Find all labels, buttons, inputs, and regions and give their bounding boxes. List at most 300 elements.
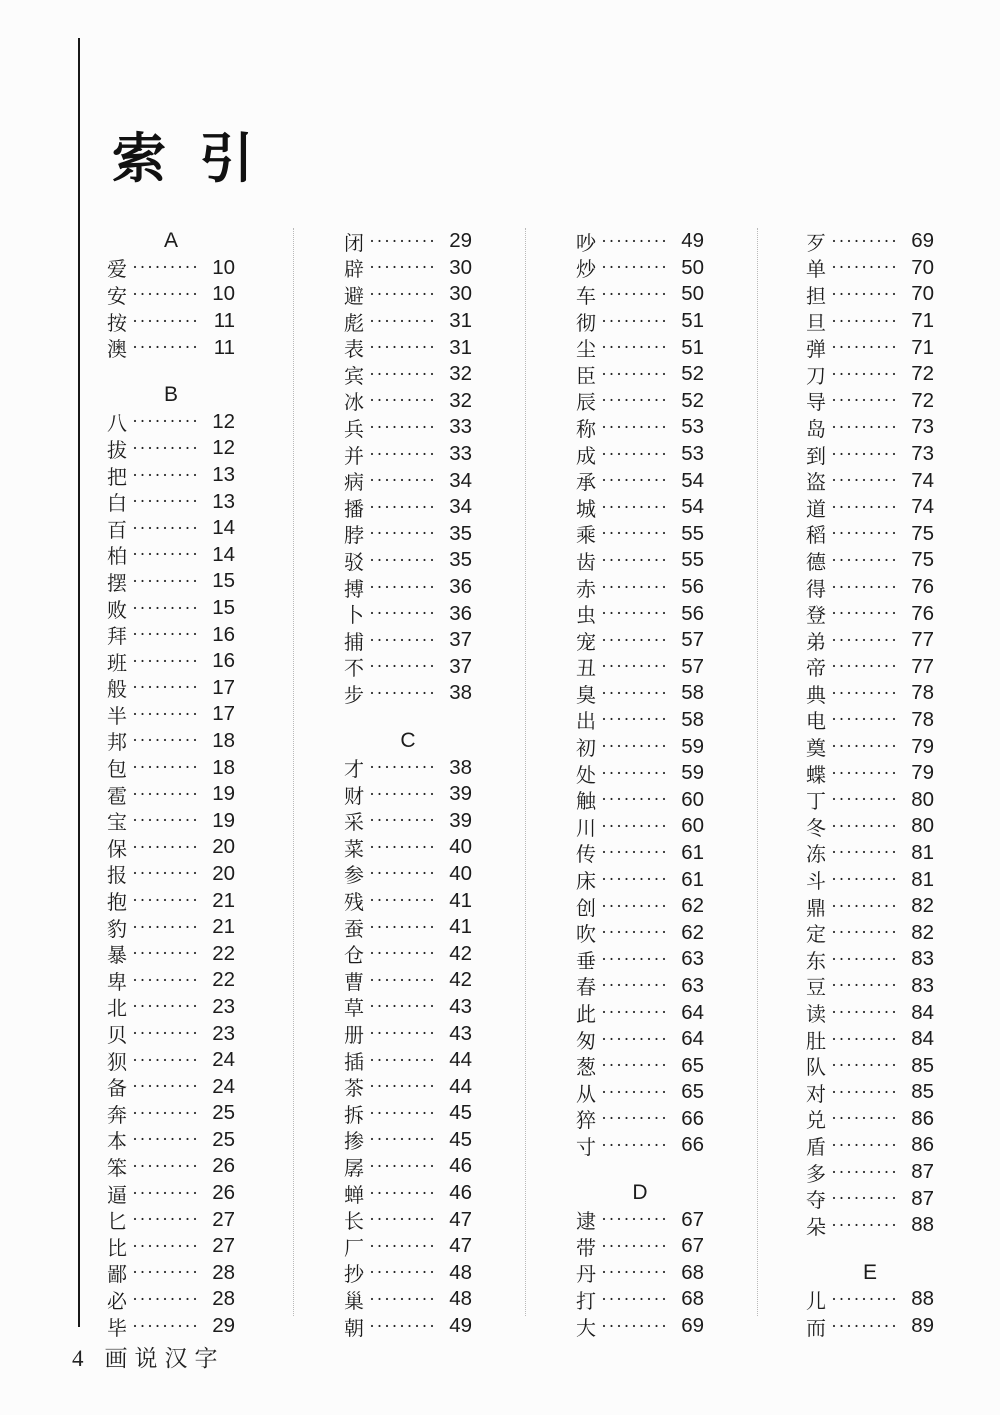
entry-character: 蝉 xyxy=(344,1184,364,1207)
entry-page-number: 29 xyxy=(449,229,472,253)
entry-character: 蚕 xyxy=(344,918,364,941)
dot-leader: ········· xyxy=(831,1188,899,1209)
dot-leader: ········· xyxy=(601,1288,669,1309)
entry-character: 病 xyxy=(344,472,364,495)
index-entry xyxy=(806,574,934,601)
entry-character: 朵 xyxy=(806,1216,826,1239)
entry-page-number: 57 xyxy=(681,654,704,678)
index-entry xyxy=(806,893,934,920)
entry-character: 爱 xyxy=(107,259,127,282)
dot-leader: ········· xyxy=(601,257,669,278)
dot-leader: ········· xyxy=(369,682,437,703)
dot-leader: ········· xyxy=(132,624,200,645)
entry-character: 财 xyxy=(344,785,364,808)
entry-page-number: 35 xyxy=(449,548,472,572)
entry-character: 大 xyxy=(576,1317,596,1340)
index-entry xyxy=(576,1313,704,1340)
entry-character: 兵 xyxy=(344,418,364,441)
entry-page-number: 64 xyxy=(681,1027,704,1051)
entry-character: 包 xyxy=(107,759,127,782)
index-entry xyxy=(107,967,235,994)
dot-leader: ········· xyxy=(601,1108,669,1129)
dot-leader: ········· xyxy=(132,836,200,857)
entry-page-number: 53 xyxy=(681,442,704,466)
dot-leader: ········· xyxy=(831,762,899,783)
dot-leader: ········· xyxy=(132,703,200,724)
entry-character: 鄙 xyxy=(107,1264,127,1287)
dot-leader: ········· xyxy=(601,1055,669,1076)
entry-page-number: 20 xyxy=(212,835,235,859)
entry-character: 道 xyxy=(806,498,826,521)
dot-leader: ········· xyxy=(601,283,669,304)
section-letter-E: E xyxy=(862,1260,877,1284)
entry-page-number: 72 xyxy=(911,362,934,386)
entry-character: 冬 xyxy=(806,817,826,840)
entry-page-number: 40 xyxy=(449,835,472,859)
entry-page-number: 11 xyxy=(213,309,235,333)
dot-leader: ········· xyxy=(132,943,200,964)
entry-character: 狈 xyxy=(107,1051,127,1074)
index-entry xyxy=(576,1233,704,1260)
entry-page-number: 16 xyxy=(212,649,235,673)
entry-character: 捕 xyxy=(344,631,364,654)
entry-character: 猝 xyxy=(576,1110,596,1133)
entry-character: 备 xyxy=(107,1078,127,1101)
entry-character: 闭 xyxy=(344,232,364,255)
entry-character: 拔 xyxy=(107,439,127,462)
entry-character: 菜 xyxy=(344,838,364,861)
dot-leader: ········· xyxy=(132,570,200,591)
entry-character: 创 xyxy=(576,897,596,920)
dot-leader: ········· xyxy=(132,310,200,331)
entry-page-number: 36 xyxy=(449,575,472,599)
dot-leader: ········· xyxy=(132,783,200,804)
entry-character: 稻 xyxy=(806,525,826,548)
entry-character: 毕 xyxy=(107,1317,127,1340)
entry-character: 初 xyxy=(576,738,596,761)
dot-leader: ········· xyxy=(132,597,200,618)
index-entry xyxy=(344,994,472,1021)
dot-leader: ········· xyxy=(132,1288,200,1309)
index-entry xyxy=(344,967,472,994)
index-entry xyxy=(107,861,235,888)
entry-page-number: 56 xyxy=(681,601,704,625)
entry-character: 垂 xyxy=(576,950,596,973)
entry-character: 辟 xyxy=(344,259,364,282)
dot-leader: ········· xyxy=(601,470,669,491)
entry-character: 多 xyxy=(806,1163,826,1186)
index-entry xyxy=(576,973,704,1000)
dot-leader: ········· xyxy=(369,443,437,464)
index-column-1 xyxy=(107,228,235,1339)
page-footer xyxy=(72,1340,225,1373)
entry-character: 床 xyxy=(576,871,596,894)
dot-leader: ········· xyxy=(601,1209,669,1230)
entry-character: 按 xyxy=(107,312,127,335)
index-entry xyxy=(806,973,934,1000)
dot-leader: ········· xyxy=(369,1102,437,1123)
entry-character: 儿 xyxy=(806,1290,826,1313)
entry-page-number: 39 xyxy=(449,808,472,832)
index-entry xyxy=(806,999,934,1026)
column-separator xyxy=(757,228,758,1316)
index-entry xyxy=(107,1047,235,1074)
entry-page-number: 48 xyxy=(449,1260,472,1284)
dot-leader: ········· xyxy=(132,969,200,990)
entry-character: 冻 xyxy=(806,844,826,867)
entry-character: 八 xyxy=(107,413,127,436)
index-entry xyxy=(344,1233,472,1260)
entry-character: 成 xyxy=(576,445,596,468)
dot-leader: ········· xyxy=(132,1049,200,1070)
entry-character: 班 xyxy=(107,652,127,675)
section-letter-B: B xyxy=(163,383,178,407)
entry-character: 参 xyxy=(344,865,364,888)
entry-page-number: 27 xyxy=(212,1207,235,1231)
index-entry xyxy=(806,441,934,468)
entry-page-number: 61 xyxy=(681,840,704,864)
index-entry xyxy=(576,255,704,282)
dot-leader: ········· xyxy=(369,1049,437,1070)
entry-page-number: 44 xyxy=(449,1074,472,1098)
entry-character: 草 xyxy=(344,998,364,1021)
entry-character: 队 xyxy=(806,1057,826,1080)
index-entry xyxy=(806,361,934,388)
entry-page-number: 78 xyxy=(911,681,934,705)
index-entry xyxy=(344,1206,472,1233)
entry-character: 般 xyxy=(107,679,127,702)
index-entry xyxy=(576,467,704,494)
entry-page-number: 77 xyxy=(911,628,934,652)
index-entry xyxy=(107,648,235,675)
index-entry xyxy=(806,414,934,441)
dot-leader: ········· xyxy=(601,656,669,677)
dot-leader: ········· xyxy=(369,1235,437,1256)
dot-leader: ········· xyxy=(601,948,669,969)
entry-page-number: 54 xyxy=(681,468,704,492)
entry-character: 彪 xyxy=(344,312,364,335)
index-entry xyxy=(107,781,235,808)
entry-character: 仓 xyxy=(344,945,364,968)
index-entry xyxy=(576,654,704,681)
dot-leader: ········· xyxy=(831,1108,899,1129)
dot-leader: ········· xyxy=(132,1209,200,1230)
index-entry xyxy=(576,707,704,734)
entry-page-number: 85 xyxy=(911,1053,934,1077)
entry-character: 本 xyxy=(107,1131,127,1154)
entry-page-number: 27 xyxy=(212,1234,235,1258)
dot-leader: ········· xyxy=(369,310,437,331)
dot-leader: ········· xyxy=(601,523,669,544)
entry-page-number: 56 xyxy=(681,575,704,599)
dot-leader: ········· xyxy=(369,337,437,358)
entry-page-number: 49 xyxy=(681,229,704,253)
index-entry xyxy=(576,919,704,946)
index-entry xyxy=(344,1313,472,1340)
entry-character: 驳 xyxy=(344,551,364,574)
dot-leader: ········· xyxy=(369,1262,437,1283)
entry-page-number: 15 xyxy=(212,596,235,620)
dot-leader: ········· xyxy=(369,1315,437,1336)
entry-character: 册 xyxy=(344,1025,364,1048)
index-entry xyxy=(576,574,704,601)
dot-leader: ········· xyxy=(831,948,899,969)
entry-page-number: 70 xyxy=(911,282,934,306)
entry-page-number: 41 xyxy=(449,888,472,912)
entry-page-number: 66 xyxy=(681,1133,704,1157)
dot-leader: ········· xyxy=(831,682,899,703)
dot-leader: ········· xyxy=(369,1129,437,1150)
index-entry xyxy=(806,1106,934,1133)
index-entry xyxy=(576,999,704,1026)
entry-character: 半 xyxy=(107,705,127,728)
dot-leader: ········· xyxy=(132,1076,200,1097)
dot-leader: ········· xyxy=(601,1081,669,1102)
entry-page-number: 45 xyxy=(449,1127,472,1151)
dot-leader: ········· xyxy=(601,682,669,703)
index-entry xyxy=(806,627,934,654)
dot-leader: ········· xyxy=(601,310,669,331)
entry-character: 弟 xyxy=(806,631,826,654)
entry-page-number: 50 xyxy=(681,282,704,306)
entry-character: 触 xyxy=(576,791,596,814)
entry-character: 出 xyxy=(576,711,596,734)
entry-page-number: 28 xyxy=(212,1260,235,1284)
index-entry xyxy=(107,435,235,462)
index-entry xyxy=(806,760,934,787)
index-entry xyxy=(576,334,704,361)
dot-leader: ········· xyxy=(132,810,200,831)
entry-page-number: 42 xyxy=(449,968,472,992)
index-entry xyxy=(806,600,934,627)
index-entry xyxy=(107,308,235,335)
entry-page-number: 83 xyxy=(911,947,934,971)
entry-character: 把 xyxy=(107,466,127,489)
index-entry xyxy=(576,388,704,415)
entry-character: 安 xyxy=(107,285,127,308)
index-entry xyxy=(344,441,472,468)
entry-page-number: 37 xyxy=(449,654,472,678)
entry-character: 吵 xyxy=(576,232,596,255)
entry-page-number: 79 xyxy=(911,761,934,785)
entry-page-number: 37 xyxy=(449,628,472,652)
entry-character: 比 xyxy=(107,1237,127,1260)
index-entry xyxy=(107,542,235,569)
dot-leader: ········· xyxy=(132,650,200,671)
entry-page-number: 25 xyxy=(212,1101,235,1125)
entry-character: 贝 xyxy=(107,1025,127,1048)
dot-leader: ········· xyxy=(831,1161,899,1182)
index-entry xyxy=(344,1286,472,1313)
entry-page-number: 45 xyxy=(449,1101,472,1125)
index-column-2 xyxy=(344,228,472,1339)
entry-page-number: 88 xyxy=(911,1213,934,1237)
index-entry xyxy=(576,281,704,308)
dot-leader: ········· xyxy=(831,363,899,384)
entry-page-number: 82 xyxy=(911,920,934,944)
index-entry xyxy=(576,1079,704,1106)
dot-leader: ········· xyxy=(831,443,899,464)
entry-character: 此 xyxy=(576,1004,596,1027)
entry-character: 厂 xyxy=(344,1237,364,1260)
index-entry xyxy=(107,834,235,861)
entry-character: 电 xyxy=(806,711,826,734)
entry-character: 北 xyxy=(107,998,127,1021)
index-entry xyxy=(576,627,704,654)
dot-leader: ········· xyxy=(831,736,899,757)
entry-page-number: 71 xyxy=(911,309,934,333)
entry-page-number: 10 xyxy=(212,255,235,279)
index-entry xyxy=(107,1260,235,1287)
index-entry xyxy=(107,462,235,489)
entry-character: 孱 xyxy=(344,1157,364,1180)
entry-page-number: 73 xyxy=(911,415,934,439)
dot-leader: ········· xyxy=(369,757,437,778)
entry-character: 长 xyxy=(344,1211,364,1234)
dot-leader: ········· xyxy=(369,363,437,384)
dot-leader: ········· xyxy=(132,1315,200,1336)
index-entry xyxy=(806,1286,934,1313)
entry-page-number: 80 xyxy=(911,814,934,838)
dot-leader: ········· xyxy=(831,1055,899,1076)
entry-page-number: 12 xyxy=(212,436,235,460)
entry-page-number: 34 xyxy=(449,495,472,519)
dot-leader: ········· xyxy=(369,783,437,804)
entry-character: 邦 xyxy=(107,732,127,755)
entry-page-number: 21 xyxy=(212,888,235,912)
index-entry xyxy=(107,887,235,914)
entry-page-number: 68 xyxy=(681,1260,704,1284)
entry-page-number: 31 xyxy=(449,335,472,359)
entry-page-number: 48 xyxy=(449,1287,472,1311)
entry-character: 炒 xyxy=(576,259,596,282)
dot-leader: ········· xyxy=(369,603,437,624)
entry-page-number: 46 xyxy=(449,1181,472,1205)
dot-leader: ········· xyxy=(369,576,437,597)
dot-leader: ········· xyxy=(831,975,899,996)
index-entry xyxy=(344,627,472,654)
entry-page-number: 21 xyxy=(212,915,235,939)
dot-leader: ········· xyxy=(601,736,669,757)
dot-leader: ········· xyxy=(831,549,899,570)
entry-page-number: 65 xyxy=(681,1080,704,1104)
index-entry xyxy=(344,547,472,574)
index-entry xyxy=(107,1100,235,1127)
entry-page-number: 63 xyxy=(681,947,704,971)
index-entry xyxy=(576,494,704,521)
section-letter-C: C xyxy=(400,728,416,752)
dot-leader: ········· xyxy=(369,1023,437,1044)
index-entry xyxy=(806,1313,934,1340)
dot-leader: ········· xyxy=(601,1028,669,1049)
entry-page-number: 26 xyxy=(212,1181,235,1205)
index-entry xyxy=(107,728,235,755)
entry-character: 从 xyxy=(576,1083,596,1106)
dot-leader: ········· xyxy=(601,603,669,624)
index-entry xyxy=(806,733,934,760)
entry-character: 丁 xyxy=(806,791,826,814)
dot-leader: ········· xyxy=(369,890,437,911)
dot-leader: ········· xyxy=(369,810,437,831)
dot-leader: ········· xyxy=(601,709,669,730)
index-entry xyxy=(806,654,934,681)
index-entry xyxy=(344,807,472,834)
index-entry xyxy=(806,946,934,973)
index-entry xyxy=(344,1153,472,1180)
entry-page-number: 67 xyxy=(681,1207,704,1231)
entry-page-number: 70 xyxy=(911,255,934,279)
entry-page-number: 74 xyxy=(911,495,934,519)
dot-leader: ········· xyxy=(831,523,899,544)
entry-character: 残 xyxy=(344,892,364,915)
index-entry xyxy=(344,1127,472,1154)
entry-page-number: 52 xyxy=(681,388,704,412)
dot-leader: ········· xyxy=(369,283,437,304)
entry-page-number: 28 xyxy=(212,1287,235,1311)
index-entry xyxy=(107,255,235,282)
dot-leader: ········· xyxy=(132,1235,200,1256)
entry-character: 盾 xyxy=(806,1136,826,1159)
index-entry xyxy=(344,1100,472,1127)
index-entry xyxy=(107,1180,235,1207)
dot-leader: ········· xyxy=(601,443,669,464)
entry-page-number: 67 xyxy=(681,1234,704,1258)
entry-character: 定 xyxy=(806,924,826,947)
entry-character: 歹 xyxy=(806,232,826,255)
entry-page-number: 87 xyxy=(911,1186,934,1210)
entry-page-number: 40 xyxy=(449,861,472,885)
index-entry xyxy=(806,334,934,361)
dot-leader: ········· xyxy=(369,549,437,570)
index-entry xyxy=(576,680,704,707)
index-entry xyxy=(576,1026,704,1053)
entry-character: 斗 xyxy=(806,871,826,894)
index-entry xyxy=(576,760,704,787)
dot-leader: ········· xyxy=(831,869,899,890)
dot-leader: ········· xyxy=(369,656,437,677)
index-entry xyxy=(576,1206,704,1233)
entry-page-number: 36 xyxy=(449,601,472,625)
entry-character: 乘 xyxy=(576,525,596,548)
entry-character: 城 xyxy=(576,498,596,521)
entry-character: 脖 xyxy=(344,525,364,548)
entry-page-number: 35 xyxy=(449,521,472,545)
entry-page-number: 19 xyxy=(212,782,235,806)
dot-leader: ········· xyxy=(369,996,437,1017)
entry-page-number: 79 xyxy=(911,734,934,758)
entry-character: 拜 xyxy=(107,626,127,649)
entry-page-number: 47 xyxy=(449,1207,472,1231)
entry-character: 匕 xyxy=(107,1211,127,1234)
column-separator xyxy=(525,228,526,1316)
entry-page-number: 49 xyxy=(449,1314,472,1338)
entry-character: 宠 xyxy=(576,631,596,654)
entry-page-number: 76 xyxy=(911,575,934,599)
index-entry xyxy=(806,281,934,308)
entry-page-number: 60 xyxy=(681,787,704,811)
entry-page-number: 66 xyxy=(681,1106,704,1130)
dot-leader: ········· xyxy=(831,922,899,943)
dot-leader: ········· xyxy=(831,789,899,810)
entry-page-number: 73 xyxy=(911,442,934,466)
dot-leader: ········· xyxy=(132,283,200,304)
index-entry xyxy=(107,409,235,436)
index-entry xyxy=(107,334,235,361)
dot-leader: ········· xyxy=(831,709,899,730)
entry-character: 到 xyxy=(806,445,826,468)
dot-leader: ········· xyxy=(831,815,899,836)
entry-character: 曹 xyxy=(344,971,364,994)
